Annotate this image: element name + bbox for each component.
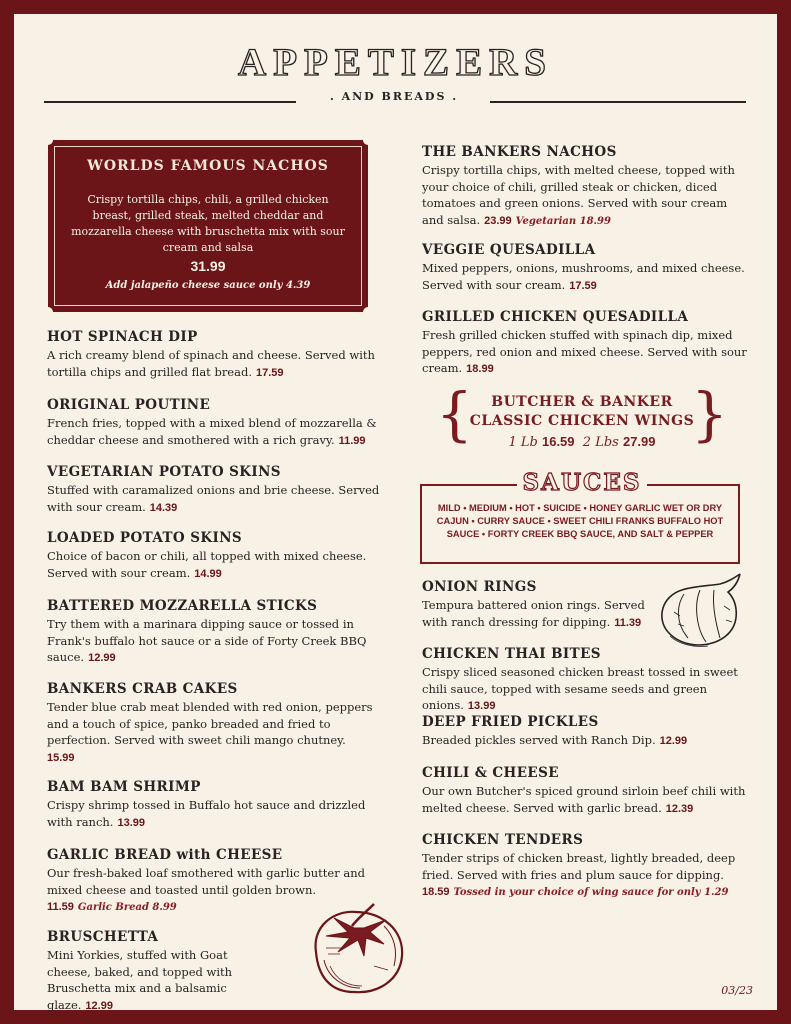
featured-title: WORLDS FAMOUS NACHOS (87, 158, 329, 174)
menu-item (422, 242, 752, 294)
garlic-illustration (654, 572, 746, 652)
right-brace: } (691, 380, 728, 448)
menu-item (47, 681, 382, 766)
corner-notch (363, 307, 373, 317)
item-price: 15.99 (47, 751, 75, 764)
item-name: VEGGIE QUESADILLA (422, 242, 596, 258)
item-description: Mixed peppers, onions, mushrooms, and mixed cheese. Served with sour cream. 17.59 (422, 261, 745, 292)
item-description: Choice of bacon or chili, all topped with mixed cheese. Served with sour cream. 14.99 (47, 549, 367, 580)
item-name: BAM BAM SHRIMP (47, 779, 201, 795)
item-description: Mini Yorkies, stuffed with Goat cheese, baked, and topped with Bruschetta mix and a balsamic glaze. 12.99 (47, 948, 233, 1012)
item-price: 17.59 (256, 366, 284, 379)
item-description: French fries, topped with a mixed blend of mozzarella & cheddar cheese and smothered with a rich gravy. 11.99 (47, 416, 377, 447)
wings-prices: 1 Lb 16.59 2 Lbs 27.99 (508, 434, 656, 450)
item-description: Tempura battered onion rings. Served with ranch dressing for dipping. 11.39 (422, 598, 645, 629)
menu-item (47, 929, 262, 1014)
item-description: Breaded pickles served with Ranch Dip. 12.99 (422, 733, 688, 747)
corner-notch (43, 135, 53, 145)
corner-notch (363, 135, 373, 145)
item-description: Crispy tortilla chips, with melted cheese, topped with your choice of chili, grilled steak or chicken, diced tomatoes and green onions. Served with sour cream and salsa. 23.99 Vegetarian 18.99 (422, 163, 735, 227)
item-description: Our own Butcher's spiced ground sirloin beef chili with melted cheese. Served with garlic bread. 12.39 (422, 784, 746, 815)
featured-description: Crispy tortilla chips, chili, a grilled chicken breast, grilled steak, melted cheddar and mozzarella cheese with bruschetta mix with sour cream and salsa (71, 193, 345, 254)
menu-item (422, 144, 752, 230)
wings-title-line1: BUTCHER & BANKER (491, 394, 673, 410)
menu-item (47, 598, 382, 667)
item-description: Stuffed with caramalized onions and brie cheese. Served with sour cream. 14.39 (47, 483, 380, 514)
item-price: 23.99 (484, 214, 512, 227)
menu-item (422, 646, 752, 715)
item-description: Crispy shrimp tossed in Buffalo hot sauce and drizzled with ranch. 13.99 (47, 798, 366, 829)
item-price: 12.99 (85, 999, 113, 1012)
featured-nachos-box (48, 140, 368, 312)
menu-item (47, 397, 382, 449)
item-description: Tender blue crab meat blended with red onion, peppers and a touch of spice, panko breaded and fried to perfection. Served with sweet chili mango chutney. 15.99 (47, 700, 373, 764)
item-name: ORIGINAL POUTINE (47, 397, 211, 413)
menu-item (422, 765, 752, 817)
item-name: HOT SPINACH DIP (47, 329, 198, 345)
item-price: 11.99 (338, 434, 366, 447)
item-description: Our fresh-baked loaf smothered with garlic butter and mixed cheese and toasted until golden brown. 11.59 Garlic Bread 8.99 (47, 866, 365, 913)
featured-price: 31.99 (190, 258, 226, 274)
item-description: Fresh grilled chicken stuffed with spinach dip, mixed peppers, red onion and mixed cheese. Served with sour cream. 18.99 (422, 328, 747, 375)
item-name: GARLIC BREAD with CHEESE (47, 847, 283, 863)
sauces-list: MILD • MEDIUM • HOT • SUICIDE • HONEY GARLIC WET OR DRY CAJUN • CURRY SAUCE • SWEET CHILI FRANKS BUFFALO HOT SAUCE • FORTY CREEK BBQ SAUCE, AND SALT & PEPPER (436, 503, 724, 539)
item-price: 12.99 (88, 652, 116, 664)
menu-item (47, 779, 382, 831)
corner-notch (43, 307, 53, 317)
menu-item (47, 329, 382, 381)
item-name: CHICKEN TENDERS (422, 832, 584, 848)
sauces-title: SAUCES (517, 469, 647, 496)
item-note: Tossed in your choice of wing sauce for only 1.29 (453, 887, 729, 898)
menu-item (422, 832, 752, 902)
item-note: Garlic Bread 8.99 (77, 902, 177, 913)
item-note: Vegetarian 18.99 (515, 215, 611, 227)
item-name: LOADED POTATO SKINS (47, 530, 243, 546)
item-price: 17.59 (569, 279, 597, 292)
item-price: 13.99 (117, 816, 145, 829)
item-name: ONION RINGS (422, 579, 537, 595)
item-name: BRUSCHETTA (47, 929, 159, 945)
page-title: APPETIZERS (238, 41, 553, 84)
item-price: 18.59 (422, 886, 450, 898)
featured-note: Add jalapeño cheese sauce only 4.39 (105, 280, 311, 291)
item-price: 14.99 (194, 567, 222, 580)
item-name: GRILLED CHICKEN QUESADILLA (422, 309, 689, 325)
item-price: 13.99 (467, 700, 496, 712)
item-description: A rich creamy blend of spinach and cheese. Served with tortilla chips and grilled flat bread. 17.59 (47, 348, 375, 379)
menu-item (422, 309, 752, 378)
item-price: 12.99 (659, 735, 688, 747)
item-name: VEGETARIAN POTATO SKINS (47, 464, 281, 480)
item-name: CHICKEN THAI BITES (422, 646, 601, 662)
title-rule-right (490, 101, 746, 103)
menu-item (47, 530, 382, 582)
sauces-box (420, 469, 740, 564)
menu-item (47, 464, 382, 516)
menu-date: 03/23 (721, 984, 753, 997)
item-description: Tender strips of chicken breast, lightly breaded, deep fried. Served with fries and plum sauce for dipping. 18.59 Tossed in your choice of wing sauce for only 1.29 (422, 851, 736, 898)
menu-item (422, 714, 752, 750)
left-brace: { (436, 380, 473, 448)
item-price: 11.39 (614, 616, 642, 629)
menu-page (14, 14, 777, 1010)
tomato-illustration (304, 896, 410, 996)
item-price: 18.99 (466, 363, 494, 375)
item-name: DEEP FRIED PICKLES (422, 714, 599, 730)
item-price: 14.39 (149, 501, 178, 514)
item-description: Crispy sliced seasoned chicken breast tossed in sweet chili sauce, topped with sesame seeds and green onions. 13.99 (422, 665, 738, 712)
item-price: 11.59 (47, 901, 74, 913)
page-subtitle: . AND BREADS . (329, 90, 459, 103)
item-name: BATTERED MOZZARELLA STICKS (47, 598, 318, 614)
item-name: BANKERS CRAB CAKES (47, 681, 238, 697)
wings-title-line2: CLASSIC CHICKEN WINGS (469, 413, 695, 429)
item-name: CHILI & CHEESE (422, 765, 559, 781)
item-name: THE BANKERS NACHOS (422, 144, 617, 160)
item-description: Try them with a marinara dipping sauce or tossed in Frank's buffalo hot sauce or a side of Forty Creek BBQ sauce. 12.99 (47, 617, 367, 664)
wings-box (434, 382, 730, 458)
title-rule-left (44, 101, 296, 103)
item-price: 12.39 (665, 802, 694, 815)
menu-item (422, 579, 657, 631)
